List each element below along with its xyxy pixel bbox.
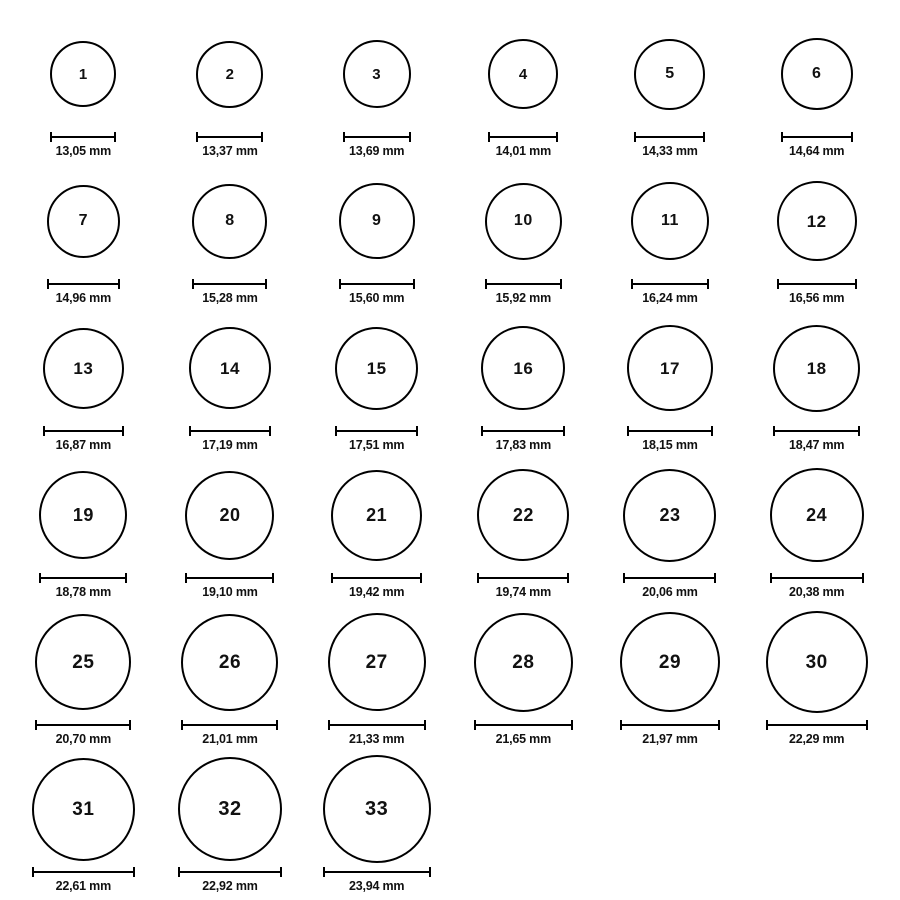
ring-circle xyxy=(196,41,263,108)
diameter-label: 16,87 mm xyxy=(55,438,112,452)
ruler-bar xyxy=(192,283,267,285)
ruler-bar xyxy=(196,136,263,138)
ruler-cap-left xyxy=(196,132,198,142)
ruler-cap-left xyxy=(474,720,476,730)
ring-size-item xyxy=(47,165,120,305)
diameter-label: 20,70 mm xyxy=(55,732,112,746)
ring-circle-wrap xyxy=(32,753,135,865)
ring-circle-wrap xyxy=(196,18,263,130)
ruler-cap-right xyxy=(855,279,857,289)
ring-size-item xyxy=(196,18,263,158)
ring-circle-wrap xyxy=(185,459,274,571)
ring-circle xyxy=(623,469,716,562)
ring-circle xyxy=(43,328,124,409)
ring-circle-wrap xyxy=(35,606,131,718)
ruler-bar xyxy=(50,136,116,138)
ring-circle xyxy=(766,611,868,713)
diameter-ruler xyxy=(189,426,271,435)
diameter-label: 19,10 mm xyxy=(202,585,258,599)
ring-size-number: 5 xyxy=(665,65,675,82)
ring-circle-wrap xyxy=(323,753,431,865)
ruler-cap-left xyxy=(773,426,775,436)
diameter-label: 13,05 mm xyxy=(55,144,112,158)
ruler-bar xyxy=(777,283,857,285)
ring-size-number: 25 xyxy=(72,651,95,673)
ring-size-number: 18 xyxy=(806,358,827,378)
ruler-cap-left xyxy=(32,867,34,877)
ring-size-item xyxy=(777,165,857,305)
ring-size-number: 13 xyxy=(73,358,94,378)
ring-size-number: 20 xyxy=(219,505,241,525)
ring-size-item xyxy=(328,606,426,746)
diameter-label: 21,01 mm xyxy=(202,732,258,746)
diameter-label: 15,28 mm xyxy=(202,291,258,305)
diameter-ruler xyxy=(32,867,135,876)
ruler-cap-right xyxy=(133,867,135,877)
ruler-bar xyxy=(474,724,573,726)
ruler-cap-left xyxy=(777,279,779,289)
ring-size-item xyxy=(631,165,709,305)
ring-circle-wrap xyxy=(623,459,716,571)
diameter-ruler xyxy=(777,279,857,288)
diameter-label: 14,01 mm xyxy=(495,144,552,158)
ring-size-item xyxy=(634,18,705,158)
ring-circle xyxy=(47,185,120,258)
ring-circle xyxy=(634,39,705,110)
ring-circle xyxy=(323,755,431,863)
diameter-ruler xyxy=(481,426,565,435)
ruler-cap-right xyxy=(866,720,868,730)
ruler-cap-right xyxy=(703,132,705,142)
ring-size-number: 1 xyxy=(78,65,88,83)
ruler-cap-left xyxy=(781,132,783,142)
ruler-bar xyxy=(770,577,864,579)
ruler-cap-right xyxy=(571,720,573,730)
ring-circle-wrap xyxy=(620,606,720,718)
ring-size-item xyxy=(35,606,131,746)
diameter-ruler xyxy=(770,573,864,582)
diameter-label: 16,24 mm xyxy=(642,291,698,305)
ruler-cap-right xyxy=(424,720,426,730)
ruler-bar xyxy=(343,136,411,138)
diameter-label: 21,65 mm xyxy=(495,732,552,746)
ruler-bar xyxy=(323,871,431,873)
ring-circle xyxy=(477,469,569,561)
diameter-ruler xyxy=(627,426,713,435)
ring-size-item xyxy=(189,312,271,452)
ring-size-number: 26 xyxy=(218,651,242,673)
ring-circle xyxy=(339,183,415,259)
diameter-ruler xyxy=(35,720,131,729)
ruler-cap-right xyxy=(862,573,864,583)
ruler-bar xyxy=(620,724,720,726)
diameter-ruler xyxy=(47,279,120,288)
ring-size-item xyxy=(627,312,713,452)
ruler-bar xyxy=(331,577,422,579)
ring-size-item xyxy=(323,753,431,893)
ring-size-number: 3 xyxy=(372,65,382,83)
diameter-label: 18,47 mm xyxy=(788,438,845,452)
ruler-cap-right xyxy=(122,426,124,436)
ruler-cap-left xyxy=(39,573,41,583)
ring-circle-wrap xyxy=(488,18,558,130)
diameter-ruler xyxy=(477,573,569,582)
ring-circle-wrap xyxy=(631,165,709,277)
ring-circle xyxy=(178,757,282,861)
ruler-cap-right xyxy=(125,573,127,583)
ring-size-number: 2 xyxy=(225,65,235,83)
ring-circle xyxy=(192,184,267,259)
diameter-label: 21,33 mm xyxy=(348,732,405,746)
ring-size-item xyxy=(623,459,716,599)
ring-circle-wrap xyxy=(781,18,853,130)
ruler-cap-left xyxy=(343,132,345,142)
ruler-bar xyxy=(627,430,713,432)
diameter-label: 20,38 mm xyxy=(788,585,845,599)
diameter-ruler xyxy=(343,132,411,141)
ring-size-item xyxy=(770,459,864,599)
ruler-cap-right xyxy=(563,426,565,436)
ring-size-number: 9 xyxy=(371,212,382,229)
ring-circle xyxy=(335,327,418,410)
ring-size-item xyxy=(477,459,569,599)
diameter-label: 17,19 mm xyxy=(202,438,258,452)
ring-size-item xyxy=(43,312,124,452)
ring-circle-wrap xyxy=(777,165,857,277)
ruler-bar xyxy=(634,136,705,138)
diameter-label: 23,94 mm xyxy=(348,879,405,893)
diameter-ruler xyxy=(474,720,573,729)
ruler-cap-right xyxy=(413,279,415,289)
diameter-ruler xyxy=(623,573,716,582)
diameter-label: 14,64 mm xyxy=(788,144,845,158)
diameter-ruler xyxy=(43,426,124,435)
ruler-cap-right xyxy=(129,720,131,730)
diameter-ruler xyxy=(192,279,267,288)
ruler-cap-right xyxy=(851,132,853,142)
ruler-cap-left xyxy=(485,279,487,289)
ring-size-number: 33 xyxy=(365,798,389,820)
ring-size-number: 22 xyxy=(512,505,534,525)
diameter-ruler xyxy=(328,720,426,729)
diameter-label: 22,61 mm xyxy=(55,879,112,893)
ring-circle-wrap xyxy=(331,459,422,571)
ruler-cap-right xyxy=(560,279,562,289)
ring-size-number: 16 xyxy=(513,358,534,378)
ruler-cap-right xyxy=(718,720,720,730)
ring-size-number: 4 xyxy=(518,65,528,83)
diameter-ruler xyxy=(485,279,562,288)
ruler-cap-left xyxy=(185,573,187,583)
ring-size-number: 24 xyxy=(806,505,828,525)
ruler-cap-left xyxy=(47,279,49,289)
ring-size-number: 32 xyxy=(218,798,242,820)
ring-circle-wrap xyxy=(343,18,411,130)
ruler-cap-left xyxy=(181,720,183,730)
ruler-cap-right xyxy=(272,573,274,583)
ruler-cap-left xyxy=(620,720,622,730)
ruler-cap-left xyxy=(35,720,37,730)
ruler-bar xyxy=(773,430,860,432)
ring-circle-wrap xyxy=(766,606,868,718)
diameter-ruler xyxy=(631,279,709,288)
ring-circle xyxy=(189,327,271,409)
ruler-cap-left xyxy=(323,867,325,877)
ruler-bar xyxy=(335,430,418,432)
ring-circle xyxy=(331,470,422,561)
ring-size-item xyxy=(773,312,860,452)
ring-circle xyxy=(35,614,131,710)
ruler-cap-left xyxy=(328,720,330,730)
ring-circle xyxy=(328,613,426,711)
ring-size-item xyxy=(192,165,267,305)
ruler-cap-left xyxy=(43,426,45,436)
ruler-bar xyxy=(35,724,131,726)
ring-size-item xyxy=(781,18,853,158)
ruler-cap-left xyxy=(335,426,337,436)
ruler-cap-left xyxy=(189,426,191,436)
ring-circle-wrap xyxy=(328,606,426,718)
ring-circle xyxy=(485,183,562,260)
ring-circle-wrap xyxy=(627,312,713,424)
diameter-label: 17,83 mm xyxy=(495,438,552,452)
ruler-bar xyxy=(481,430,565,432)
diameter-label: 14,96 mm xyxy=(55,291,112,305)
ring-size-number: 14 xyxy=(220,358,240,378)
ring-size-number: 19 xyxy=(72,505,94,525)
ruler-cap-right xyxy=(707,279,709,289)
ruler-cap-left xyxy=(634,132,636,142)
ruler-cap-right xyxy=(269,426,271,436)
ring-circle xyxy=(773,325,860,412)
ruler-bar xyxy=(631,283,709,285)
ring-circle-wrap xyxy=(181,606,278,718)
diameter-label: 16,56 mm xyxy=(788,291,845,305)
ruler-bar xyxy=(178,871,282,873)
ring-size-number: 8 xyxy=(225,212,235,229)
ruler-cap-right xyxy=(276,720,278,730)
diameter-ruler xyxy=(178,867,282,876)
ring-size-item xyxy=(474,606,573,746)
ruler-cap-right xyxy=(118,279,120,289)
ring-size-item xyxy=(339,165,415,305)
ruler-bar xyxy=(43,430,124,432)
diameter-label: 20,06 mm xyxy=(642,585,698,599)
ring-size-number: 30 xyxy=(805,651,828,673)
ring-circle xyxy=(777,181,857,261)
ring-circle xyxy=(770,468,864,562)
ring-size-number: 17 xyxy=(660,358,680,378)
ruler-cap-right xyxy=(280,867,282,877)
ring-circle-wrap xyxy=(43,312,124,424)
ruler-cap-right xyxy=(567,573,569,583)
ring-circle xyxy=(627,325,713,411)
diameter-label: 18,15 mm xyxy=(642,438,698,452)
diameter-label: 13,37 mm xyxy=(202,144,258,158)
ruler-cap-right xyxy=(556,132,558,142)
diameter-label: 17,51 mm xyxy=(348,438,405,452)
ruler-cap-left xyxy=(477,573,479,583)
diameter-label: 15,92 mm xyxy=(495,291,552,305)
ring-size-number: 15 xyxy=(366,358,387,378)
ring-size-item xyxy=(620,606,720,746)
ruler-cap-left xyxy=(178,867,180,877)
ring-circle xyxy=(631,182,709,260)
ruler-bar xyxy=(781,136,853,138)
diameter-ruler xyxy=(335,426,418,435)
diameter-ruler xyxy=(781,132,853,141)
diameter-ruler xyxy=(339,279,415,288)
ruler-bar xyxy=(477,577,569,579)
ring-circle-wrap xyxy=(189,312,271,424)
ring-size-grid xyxy=(10,18,890,900)
ruler-cap-right xyxy=(714,573,716,583)
ring-circle xyxy=(474,613,573,712)
ring-circle-wrap xyxy=(39,459,127,571)
diameter-label: 18,78 mm xyxy=(55,585,112,599)
ring-size-item xyxy=(178,753,282,893)
ring-circle-wrap xyxy=(485,165,562,277)
ring-size-number: 27 xyxy=(365,651,388,673)
ring-size-item xyxy=(32,753,135,893)
ruler-cap-left xyxy=(331,573,333,583)
ruler-cap-right xyxy=(114,132,116,142)
diameter-label: 22,92 mm xyxy=(202,879,258,893)
ruler-cap-right xyxy=(265,279,267,289)
ring-size-number: 11 xyxy=(661,212,679,229)
ring-circle-wrap xyxy=(481,312,565,424)
ruler-cap-right xyxy=(858,426,860,436)
diameter-label: 14,33 mm xyxy=(642,144,698,158)
diameter-ruler xyxy=(634,132,705,141)
ring-size-item xyxy=(766,606,868,746)
diameter-ruler xyxy=(323,867,431,876)
ring-size-item xyxy=(485,165,562,305)
diameter-ruler xyxy=(766,720,868,729)
ruler-bar xyxy=(189,430,271,432)
ruler-cap-right xyxy=(409,132,411,142)
ring-size-number: 31 xyxy=(72,798,95,820)
diameter-ruler xyxy=(185,573,274,582)
ruler-bar xyxy=(339,283,415,285)
ring-circle-wrap xyxy=(335,312,418,424)
ring-circle xyxy=(488,39,558,109)
ring-size-item xyxy=(181,606,278,746)
diameter-label: 15,60 mm xyxy=(348,291,405,305)
ruler-bar xyxy=(185,577,274,579)
ring-size-item xyxy=(488,18,558,158)
ring-circle-wrap xyxy=(339,165,415,277)
ruler-cap-right xyxy=(429,867,431,877)
ruler-cap-left xyxy=(770,573,772,583)
ring-circle xyxy=(39,471,127,559)
ring-circle xyxy=(343,40,411,108)
diameter-ruler xyxy=(620,720,720,729)
ring-size-number: 28 xyxy=(512,651,535,673)
ruler-bar xyxy=(32,871,135,873)
ruler-cap-right xyxy=(416,426,418,436)
ring-circle-wrap xyxy=(47,165,120,277)
ring-circle-wrap xyxy=(770,459,864,571)
ruler-bar xyxy=(181,724,278,726)
diameter-label: 22,29 mm xyxy=(788,732,845,746)
ruler-cap-left xyxy=(488,132,490,142)
ring-circle-wrap xyxy=(192,165,267,277)
diameter-ruler xyxy=(196,132,263,141)
ruler-cap-left xyxy=(481,426,483,436)
ring-circle xyxy=(32,758,135,861)
ring-size-item xyxy=(335,312,418,452)
ring-size-number: 21 xyxy=(366,505,388,525)
ruler-cap-left xyxy=(50,132,52,142)
diameter-label: 19,42 mm xyxy=(348,585,405,599)
diameter-label: 21,97 mm xyxy=(642,732,698,746)
diameter-ruler xyxy=(181,720,278,729)
diameter-ruler xyxy=(773,426,860,435)
ring-circle-wrap xyxy=(773,312,860,424)
ruler-cap-left xyxy=(631,279,633,289)
ring-circle-wrap xyxy=(477,459,569,571)
ring-circle xyxy=(185,471,274,560)
ruler-cap-left xyxy=(766,720,768,730)
ring-size-item xyxy=(39,459,127,599)
ring-circle xyxy=(50,41,116,107)
ruler-bar xyxy=(328,724,426,726)
ring-size-number: 7 xyxy=(78,212,89,229)
diameter-label: 19,74 mm xyxy=(495,585,552,599)
ruler-bar xyxy=(766,724,868,726)
diameter-ruler xyxy=(39,573,127,582)
ruler-cap-left xyxy=(339,279,341,289)
ruler-cap-right xyxy=(261,132,263,142)
ring-circle-wrap xyxy=(178,753,282,865)
ruler-cap-left xyxy=(623,573,625,583)
ruler-bar xyxy=(39,577,127,579)
ring-circle-wrap xyxy=(474,606,573,718)
ruler-cap-right xyxy=(711,426,713,436)
ring-size-item xyxy=(481,312,565,452)
ring-size-number: 12 xyxy=(806,211,827,231)
ring-size-number: 29 xyxy=(658,651,682,673)
diameter-ruler xyxy=(488,132,558,141)
ring-size-item xyxy=(343,18,411,158)
ring-circle-wrap xyxy=(634,18,705,130)
ring-size-item xyxy=(185,459,274,599)
ruler-bar xyxy=(485,283,562,285)
ring-size-number: 6 xyxy=(811,65,822,82)
ring-size-number: 23 xyxy=(659,505,681,525)
ruler-bar xyxy=(623,577,716,579)
ring-size-number: 10 xyxy=(513,212,533,229)
diameter-ruler xyxy=(331,573,422,582)
diameter-ruler xyxy=(50,132,116,141)
ruler-cap-left xyxy=(627,426,629,436)
ring-circle xyxy=(181,614,278,711)
ring-size-item xyxy=(50,18,116,158)
diameter-label: 13,69 mm xyxy=(348,144,405,158)
ruler-bar xyxy=(488,136,558,138)
ruler-cap-left xyxy=(192,279,194,289)
ruler-cap-right xyxy=(420,573,422,583)
ring-size-item xyxy=(331,459,422,599)
ring-circle-wrap xyxy=(50,18,116,130)
ring-circle xyxy=(620,612,720,712)
ring-circle xyxy=(781,38,853,110)
ring-circle xyxy=(481,326,565,410)
ruler-bar xyxy=(47,283,120,285)
